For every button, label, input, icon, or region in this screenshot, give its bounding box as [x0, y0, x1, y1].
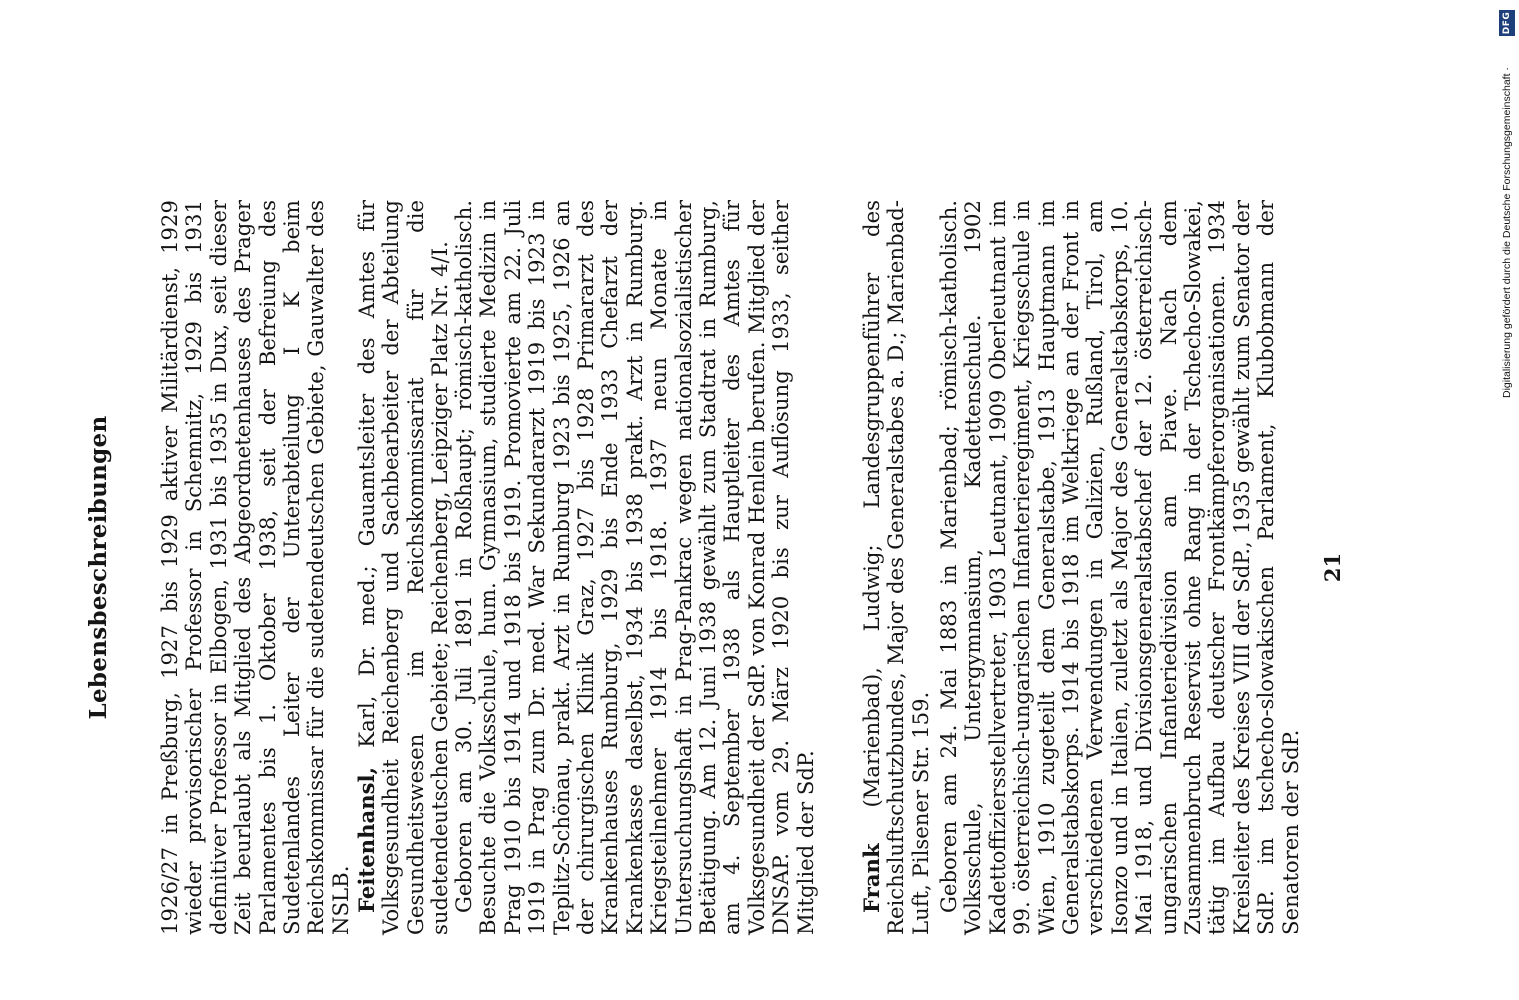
running-head: Lebensbeschreibungen [85, 415, 112, 720]
entry-details-feitenhansl: Karl, Dr. med.; Gauamtsleiter des Amtes für Volksgesundheit Reichenberg und Sachbearbeiter der Abteilung Gesundheitswesen im Reichskommissariat für die sudetendeutschen Gebiete; Reichenberg, Leipziger Platz Nr. 4/I. [354, 200, 453, 935]
entry-body-frank: Geboren am 24. Mai 1883 in Marienbad; römisch-katholisch. Volksschule, Untergymnasium, Kadettenschule. 1902 Kadettoffiziersstellvertreter, 1903 Leutnant, 1909 Oberleutnant im 99. österreichisch-ungarischen Infanterieregiment, Kriegsschule in Wien, 1910 zugeteilt dem Generalstabe, 1913 Hauptmann im Generalstabskorps. 1914 bis 1918 im Weltkriege an der Front in verschiedenen Verwendungen in Galizien, Rußland, Tirol, am Isonzo und in Italien, zuletzt als Major des Generalstabskorps, 10. Mai 1918, und Divisionsgeneralstabschef der 12. österreichisch-ungarischen Infanteriedivision am Piave. Nach dem Zusammenbruch Reservist ohne Rang in der Tschecho-Slowakei, tätig im Aufbau deutscher Frontkämpferorganisationen. 1934 Kreisleiter des Kreises VIII der SdP., 1935 gewählt zum Senator der SdP. im tschecho-slowakischen Parlament, Klubobmann der Senatoren der SdP. [936, 200, 1303, 935]
entry-name-frank: Frank [859, 843, 884, 913]
digitization-credit [1498, 6, 1516, 996]
rotated-page-content [85, 200, 1360, 935]
entry-header-frank [860, 200, 933, 935]
credit-text: Digitalisierung gefördert durch die Deutsche Forschungsgemeinschaft · [1501, 67, 1513, 398]
dfg-logo: DFG [1499, 10, 1515, 36]
entry-header-feitenhansl [355, 200, 453, 935]
entry-details-frank: (Marienbad), Ludwig; Landesgruppenführer des Reichsluftschutzbundes, Major des Generalstabes a. D.; Marienbad-Luft, Pilsener Str. 159. [859, 200, 933, 935]
page-number: 21 [1320, 552, 1345, 583]
biography-continuation: 1926/27 in Preßburg, 1927 bis 1929 aktiver Militärdienst, 1929 wieder provisorischer Professor in Schemnitz, 1929 bis 1931 definitiver Professor in Elbogen, 1931 bis 1935 in Dux, seit dieser Zeit beurlaubt als Mitglied des Abgeordnetenhauses des Prager Parlamentes bis 1. Oktober 1938, seit der Befreiung des Sudetenlandes Leiter der Unterabteilung I K beim Reichskommissar für die sudetendeutschen Gebiete, Gauwalter des NSLB. [157, 200, 353, 935]
entry-name-feitenhansl: Feitenhansl, [354, 767, 379, 913]
entry-body-feitenhansl: Geboren am 30. Juli 1891 in Roßhaupt; römisch-katholisch. Besuchte die Volksschule, hum. Gymnasium, studierte Medizin in Prag 1910 bis 1914 und 1918 bis 1919. Promovierte am 22. Juli 1919 in Prag zum Dr. med. War Sekundararzt 1919 bis 1923 in Teplitz-Schönau, prakt. Arzt in Rumburg 1923 bis 1925, 1926 an der chirurgischen Klinik Graz, 1927 bis 1928 Primararzt des Krankenhauses Rumburg, 1929 bis Ende 1933 Chefarzt der Krankenkasse daselbst, 1934 bis 1938 prakt. Arzt in Rumburg. Kriegsteilnehmer 1914 bis 1918. 1937 neun Monate in Untersuchungshaft in Prag-Pankrac wegen nationalsozialistischer Betätigung. Am 12. Juni 1938 gewählt zum Stadtrat in Rumburg, am 4. September 1938 als Hauptleiter des Amtes für Volksgesundheit der SdP. von Konrad Henlein berufen. Mitglied der DNSAP. vom 29. März 1920 bis zur Auflösung 1933, seither Mitglied der SdP. [451, 200, 818, 935]
